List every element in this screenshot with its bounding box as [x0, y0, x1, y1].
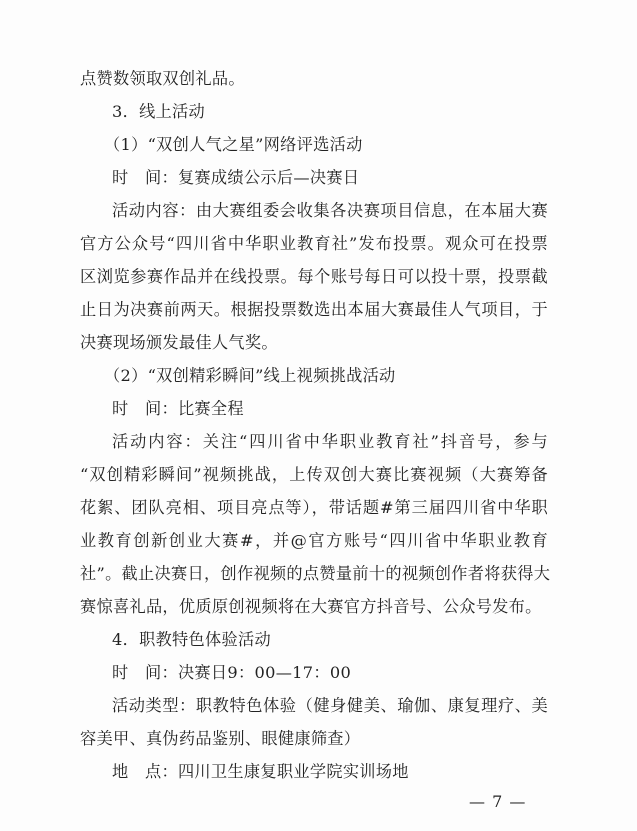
text-line: 业教育创新创业大赛#，并@官方账号“四川省中华职业教育	[80, 531, 548, 550]
text-line: 决赛现场颁发最佳人气奖。	[80, 333, 278, 352]
text-line: 赛惊喜礼品，优质原创视频将在大赛官方抖音号、公众号发布。	[80, 597, 542, 616]
text-line: 止日为决赛前两天。根据投票数选出本届大赛最佳人气项目，于	[80, 300, 548, 319]
section-heading: 3．线上活动	[112, 102, 206, 121]
text-line: “双创精彩瞬间”视频挑战，上传双创大赛比赛视频（大赛筹备	[80, 465, 548, 484]
text-line: 区浏览参赛作品并在线投票。每个账号每日可以投十票，投票截	[80, 267, 548, 286]
text-line: 时 间：比赛全程	[112, 399, 244, 418]
text-line: 社”。截止决赛日，创作视频的点赞量前十的视频创作者将获得大	[80, 564, 551, 583]
text-line: 活动内容：关注“四川省中华职业教育社”抖音号，参与	[112, 432, 548, 451]
text-line: 花絮、团队亮相、项目亮点等），带话题#第三届四川省中华职	[80, 498, 548, 517]
subsection-heading: （1）“双创人气之星”网络评选活动	[104, 135, 363, 154]
text-line: 活动类型：职教特色体验（健身健美、瑜伽、康复理疗、美	[112, 696, 548, 715]
text-line: 时 间：复赛成绩公示后—决赛日	[112, 168, 360, 187]
section-heading: 4．职教特色体验活动	[112, 630, 271, 649]
text-line: 容美甲、真伪药品鉴别、眼健康筛查）	[80, 729, 361, 748]
page-number: — 7 —	[469, 792, 527, 811]
subsection-heading: （2）“双创精彩瞬间”线上视频挑战活动	[104, 366, 396, 385]
text-line: 时 间：决赛日9：00—17：00	[112, 663, 352, 682]
text-line: 地 点：四川卫生康复职业学院实训场地	[112, 762, 409, 781]
text-line: 活动内容：由大赛组委会收集各决赛项目信息，在本届大赛	[112, 201, 548, 220]
text-line: 点赞数领取双创礼品。	[80, 69, 245, 88]
text-line: 官方公众号“四川省中华职业教育社”发布投票。观众可在投票	[80, 234, 548, 253]
